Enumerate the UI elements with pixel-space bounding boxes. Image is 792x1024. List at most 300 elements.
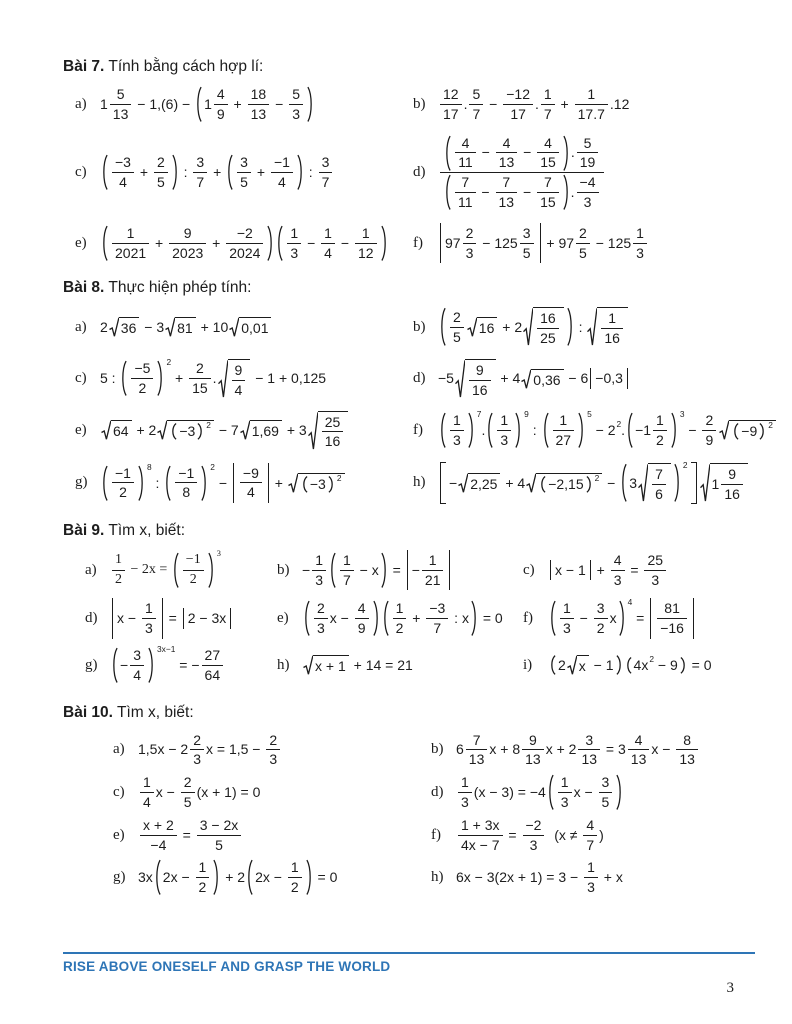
fraction	[455, 135, 476, 172]
math-expression	[456, 774, 624, 811]
math-text: 3	[587, 879, 595, 896]
math-text: :	[574, 318, 587, 335]
item-label: a)	[113, 741, 125, 758]
math-expression	[100, 359, 326, 399]
math-text: 5	[116, 86, 125, 102]
fraction	[450, 412, 464, 449]
math-text: x −	[329, 610, 353, 627]
math-text: 16	[471, 381, 488, 398]
math-expression	[548, 655, 712, 675]
math-text: 13	[679, 751, 695, 768]
item-label: e)	[113, 826, 125, 843]
math-text: 7	[476, 409, 482, 420]
math-text: 3	[193, 751, 201, 768]
math-text: 16	[324, 433, 341, 450]
math-text: 4	[278, 174, 286, 191]
math-text: 1	[559, 412, 568, 429]
math-text: 12	[443, 86, 459, 102]
item-label: b)	[413, 95, 426, 112]
parentheses	[101, 225, 274, 262]
math-text: 8	[182, 484, 191, 501]
math-text: + 10	[196, 318, 229, 335]
item-label: h)	[277, 656, 290, 673]
math-text: 2	[156, 154, 165, 171]
math-text: 2x −	[255, 869, 286, 886]
parentheses	[111, 647, 155, 684]
math-expression	[100, 317, 272, 337]
math-text: 27	[555, 431, 572, 448]
math-text: 2	[210, 461, 215, 472]
power	[548, 597, 633, 637]
sqrt	[523, 307, 564, 347]
math-expression	[548, 552, 668, 589]
section-number: Bài 8.	[63, 279, 105, 297]
parentheses	[101, 465, 145, 502]
item-label: b)	[431, 741, 444, 758]
math-expression	[438, 86, 629, 123]
item-label: c)	[523, 561, 535, 578]
math-text: x −	[117, 610, 140, 627]
fraction	[287, 225, 301, 262]
section-instruction: Thực hiện phép tính:	[104, 279, 252, 297]
math-expression	[456, 732, 700, 769]
math-text: 3	[563, 620, 571, 637]
math-expression	[100, 154, 334, 191]
math-text: −4	[579, 174, 596, 191]
math-expression	[100, 463, 346, 504]
math-text: 7	[472, 105, 481, 122]
math-text: 2	[705, 412, 714, 429]
fraction	[181, 774, 195, 811]
math-text: −16	[660, 620, 684, 637]
math-text: 3	[269, 751, 278, 768]
math-text: 9	[728, 466, 737, 483]
math-text: 5	[579, 244, 587, 261]
math-text: 3 − 2x	[199, 816, 239, 833]
math-text: −	[303, 234, 320, 251]
math-text: 1	[560, 774, 569, 791]
fraction	[455, 174, 476, 211]
math-text: −	[120, 656, 129, 673]
math-text: 3	[453, 431, 461, 448]
item-label: i)	[523, 656, 533, 673]
math-text: 4	[119, 174, 127, 191]
parentheses	[549, 655, 623, 675]
parentheses	[195, 86, 314, 123]
fraction	[553, 412, 575, 449]
math-text: +	[151, 234, 168, 251]
fraction	[584, 859, 598, 896]
math-text: +	[270, 474, 287, 491]
math-text: 13	[581, 751, 598, 768]
fraction	[523, 817, 545, 854]
math-text: 11	[458, 154, 473, 171]
exercise-bai-9-c	[523, 552, 756, 589]
absolute-value	[407, 550, 451, 591]
parentheses	[120, 360, 164, 397]
math-text: =	[164, 610, 181, 627]
math-expression	[110, 643, 225, 684]
exercise-bai-9-h	[277, 649, 513, 681]
math-text: − 125	[478, 234, 518, 251]
math-text: 3	[583, 193, 592, 210]
fraction	[226, 225, 263, 262]
math-text: 1	[143, 774, 151, 791]
exercise-bai-10-d	[431, 774, 756, 811]
math-text: 4	[357, 600, 366, 617]
math-text: 2	[195, 360, 204, 377]
section-title	[63, 58, 756, 76]
math-text: − 2	[591, 421, 616, 438]
fraction	[248, 86, 270, 123]
parentheses	[542, 412, 586, 449]
math-text: 9	[183, 224, 192, 241]
math-text: −	[519, 144, 536, 161]
math-text: 0,36	[533, 371, 561, 388]
math-text: 5	[453, 328, 461, 345]
item-label: e)	[75, 234, 87, 251]
math-text: 2	[189, 571, 197, 587]
math-expression	[438, 409, 777, 449]
fraction	[321, 225, 335, 262]
fraction	[644, 552, 666, 589]
item-label: d)	[413, 370, 426, 387]
math-text: 64	[204, 666, 221, 683]
math-text: =	[178, 826, 195, 843]
math-text: .12	[609, 95, 630, 112]
sqrt	[638, 463, 671, 503]
math-text: .	[570, 184, 575, 201]
math-text: = −	[175, 656, 200, 673]
math-text: x + 2	[545, 741, 577, 758]
math-text: − 2x =	[127, 561, 171, 577]
math-text: 2,25	[470, 476, 498, 493]
sqrt	[567, 655, 589, 675]
sqrt	[587, 307, 628, 347]
math-expression	[548, 598, 696, 639]
math-text: 9	[216, 105, 225, 122]
power	[731, 420, 773, 440]
math-text: 5 :	[100, 370, 120, 387]
math-text: 2	[100, 318, 108, 335]
item-label: d)	[85, 610, 98, 627]
math-text: 9	[357, 620, 366, 637]
fraction	[458, 774, 472, 811]
math-text: .	[534, 95, 539, 112]
parentheses	[439, 307, 574, 347]
math-text: 7	[321, 174, 330, 191]
item-label: f)	[413, 421, 423, 438]
fraction	[558, 774, 572, 811]
math-text: 17.7	[577, 105, 605, 122]
math-text: 2	[649, 653, 655, 664]
math-expression	[456, 817, 604, 854]
item-label: g)	[113, 869, 126, 886]
math-text: 3	[651, 571, 660, 588]
math-text: 17	[443, 105, 459, 122]
fraction	[578, 732, 600, 769]
math-text: = 0	[478, 610, 503, 627]
math-text: 3	[133, 646, 141, 663]
math-text: 2	[656, 431, 664, 448]
exercise-bai-10-a	[113, 732, 421, 769]
math-text: :	[179, 164, 192, 181]
fraction	[657, 600, 687, 637]
math-text: 4	[143, 793, 151, 810]
exercise-bai-9-i	[523, 649, 756, 681]
math-text: .	[621, 421, 626, 438]
math-text: +	[135, 164, 152, 181]
parentheses	[382, 600, 478, 637]
exercise-bai-10-g	[113, 859, 421, 896]
sqrt	[303, 655, 349, 675]
parentheses	[620, 463, 681, 503]
math-text: 97	[445, 234, 461, 251]
math-text: −	[449, 474, 458, 491]
math-text: 3	[601, 774, 610, 791]
footer-motto: RISE ABOVE ONESELF AND GRASP THE WORLD	[63, 959, 391, 974]
item-label: b)	[277, 561, 290, 578]
math-expression	[138, 817, 243, 854]
math-text: +	[408, 610, 425, 627]
math-expression	[138, 859, 337, 896]
math-text: 5	[587, 409, 592, 420]
math-text: 2	[682, 460, 688, 471]
math-text: 5	[156, 174, 165, 191]
fraction	[541, 86, 555, 123]
math-text: (x − 3) = −4	[473, 784, 546, 801]
exercise-bai-8-h	[413, 462, 777, 504]
math-text: + 97	[542, 234, 575, 251]
parentheses	[301, 476, 335, 493]
math-text: − 3	[140, 318, 165, 335]
math-text: 1	[290, 859, 299, 876]
fraction	[537, 174, 559, 211]
math-text: :	[151, 474, 164, 491]
power	[100, 461, 152, 502]
math-text: 81	[664, 600, 680, 617]
math-text: 4	[234, 381, 243, 398]
math-text: x	[578, 658, 586, 675]
math-text: −	[684, 421, 701, 438]
fraction	[140, 817, 177, 854]
math-text: −3	[309, 476, 326, 493]
math-text: 4x	[633, 656, 649, 673]
math-text: +	[592, 561, 609, 578]
math-text: −	[411, 561, 420, 578]
fraction	[721, 466, 743, 503]
math-text: 4	[324, 244, 332, 261]
item-label: c)	[75, 164, 87, 181]
sqrt	[719, 420, 776, 440]
math-expression	[100, 86, 315, 123]
fraction	[577, 135, 599, 172]
parentheses	[486, 412, 522, 449]
math-text: 2	[206, 420, 211, 431]
item-label: e)	[277, 610, 289, 627]
math-text: −	[336, 234, 353, 251]
parentheses	[154, 859, 221, 896]
math-text: 0,01	[241, 320, 269, 337]
math-text: 2	[594, 473, 600, 484]
math-text: 9	[529, 731, 537, 748]
math-text: 1	[608, 310, 617, 327]
math-text: 9	[475, 361, 484, 378]
math-text: + 14 = 21	[349, 656, 413, 673]
exercise-bai-7-b	[413, 86, 756, 123]
section-bai-10	[63, 704, 756, 896]
math-text: 3	[461, 793, 469, 810]
math-text: 4	[133, 666, 141, 683]
math-text: 25	[324, 413, 341, 430]
fraction	[197, 817, 242, 854]
fraction	[496, 174, 518, 211]
math-text: 8	[683, 731, 692, 748]
math-text: −3	[179, 423, 196, 440]
math-text: + 2	[221, 869, 246, 886]
math-text: 2	[453, 308, 461, 325]
fraction	[496, 135, 518, 172]
fraction	[652, 466, 666, 503]
math-expression	[302, 655, 413, 675]
footer-rule	[63, 952, 755, 974]
math-text: −2,15	[548, 476, 584, 493]
math-text: 9	[524, 409, 529, 420]
math-text: .	[463, 95, 468, 112]
math-text: :	[528, 421, 541, 438]
math-text: 5	[240, 174, 248, 191]
fraction	[575, 86, 608, 123]
exercise-bai-9-f	[523, 598, 756, 639]
absolute-value	[590, 368, 628, 389]
math-expression	[138, 732, 282, 769]
math-text: −3	[429, 600, 446, 617]
math-text: +	[208, 234, 225, 251]
fraction	[312, 552, 326, 589]
math-text: −	[603, 474, 620, 491]
parentheses	[626, 412, 678, 449]
math-text: 2	[193, 731, 201, 748]
math-text: 1	[563, 600, 571, 617]
item-label: f)	[413, 234, 423, 251]
math-text: 2	[138, 380, 147, 397]
power	[300, 473, 342, 493]
math-text: 1	[711, 476, 720, 493]
math-text: 4	[634, 731, 643, 748]
parentheses	[172, 552, 215, 589]
math-text: 1	[395, 600, 404, 617]
math-text: −1	[635, 421, 652, 438]
sections-container	[63, 58, 773, 896]
math-text: 2x −	[162, 869, 194, 886]
parentheses	[444, 135, 570, 172]
fraction	[131, 360, 153, 397]
math-text: 3	[290, 244, 299, 261]
item-label: h)	[431, 869, 444, 886]
math-text: +	[556, 95, 573, 112]
fraction	[422, 552, 444, 589]
fraction	[653, 412, 667, 449]
power	[171, 548, 221, 589]
fraction	[537, 310, 559, 347]
math-text: 13	[468, 751, 485, 768]
item-label: e)	[75, 421, 87, 438]
math-text: 5	[472, 86, 481, 102]
fraction	[469, 86, 483, 123]
math-text: −1	[115, 464, 131, 481]
math-text: −2	[236, 224, 253, 241]
item-label: f)	[431, 826, 441, 843]
math-text: 4	[461, 134, 470, 151]
math-expression	[302, 550, 452, 591]
math-text: 1	[636, 224, 644, 241]
fraction	[214, 86, 228, 123]
math-text: 7	[472, 731, 481, 748]
sqrt	[157, 420, 214, 440]
math-text: 5	[292, 86, 300, 102]
item-label: b)	[413, 318, 426, 335]
math-expression	[438, 135, 606, 211]
math-text: 81	[177, 320, 193, 337]
fraction	[169, 225, 206, 262]
math-text: −	[575, 610, 592, 627]
items-grid	[63, 550, 756, 684]
parentheses	[547, 774, 624, 811]
math-text: 2 − 3x	[187, 610, 227, 627]
fraction	[537, 135, 559, 172]
fraction	[314, 600, 328, 637]
math-text: 15	[540, 154, 556, 171]
fraction	[426, 600, 448, 637]
math-text: 1	[115, 551, 122, 567]
math-text: 5	[522, 244, 531, 261]
math-text: = 3	[602, 741, 626, 758]
math-text: −4	[150, 836, 167, 853]
fraction	[676, 732, 698, 769]
exercise-bai-9-b	[277, 550, 513, 591]
section-bai-9	[63, 522, 756, 684]
math-text: 1	[198, 859, 207, 876]
math-text: −1	[185, 551, 201, 567]
math-text: 17	[510, 105, 526, 122]
math-text: =	[388, 561, 405, 578]
fraction	[319, 154, 333, 191]
item-label: c)	[113, 783, 125, 800]
fraction	[520, 225, 534, 262]
math-text: + 2	[132, 421, 157, 438]
math-text: 1	[100, 95, 108, 112]
math-text: )	[599, 826, 604, 843]
math-text: − 9	[654, 656, 678, 673]
fraction	[458, 817, 503, 854]
math-text: x	[609, 610, 617, 627]
math-text: 3	[522, 224, 531, 241]
math-text: x + 1	[315, 658, 346, 675]
math-text: 2	[183, 774, 192, 791]
fraction	[154, 154, 168, 191]
fraction	[322, 414, 344, 451]
math-text: 3x−1	[156, 643, 176, 654]
math-text: − 1 + 0,125	[251, 370, 327, 387]
parentheses	[549, 600, 626, 637]
fraction	[393, 600, 407, 637]
item-label: a)	[75, 95, 87, 112]
math-text: 4	[586, 816, 595, 833]
math-text: −	[485, 95, 502, 112]
math-text: 1,69	[251, 423, 279, 440]
fraction	[193, 154, 207, 191]
math-text: x −	[573, 784, 597, 801]
